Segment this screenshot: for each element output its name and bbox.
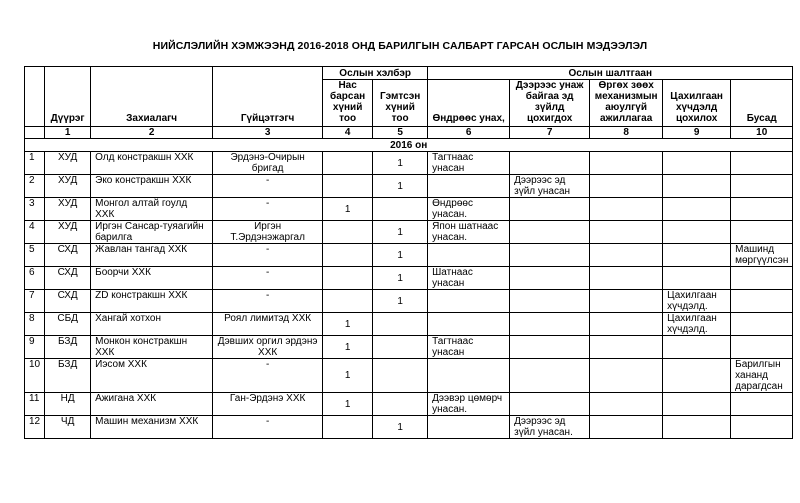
row-dead [323,267,373,290]
row-other [731,416,793,439]
row-number: 1 [25,152,45,175]
row-client: Эко констракшн ХХК [91,175,213,198]
row-number: 12 [25,416,45,439]
row-lifting [590,152,663,175]
row-lifting [590,336,663,359]
row-falling-objects [510,393,590,416]
row-dead: 1 [323,359,373,393]
row-lifting [590,198,663,221]
row-district: СБД [45,313,91,336]
row-dead: 1 [323,198,373,221]
row-falling-objects [510,359,590,393]
row-other [731,313,793,336]
column-numbers-row [25,127,793,139]
row-district: ХУД [45,221,91,244]
row-district: БЗД [45,359,91,393]
table-row [25,393,793,416]
column-number: 4 [323,127,373,139]
row-falling-objects [510,290,590,313]
row-client: Машин механизм ХХК [91,416,213,439]
header-fall: Өндрөөс унах, [428,80,510,127]
row-falling-objects [510,152,590,175]
row-other [731,175,793,198]
row-falling-objects [510,198,590,221]
row-number: 3 [25,198,45,221]
row-district: ХУД [45,152,91,175]
row-dead [323,416,373,439]
row-electric [663,336,731,359]
row-other: Барилгын хананд дарагдсан [731,359,793,393]
header-injured: Гэмтсэн хүний тоо [373,80,428,127]
row-contractor: Дэвших оргил эрдэнэ ХХК [213,336,323,359]
table-row [25,175,793,198]
row-contractor: Эрдэнэ-Очирын бригад [213,152,323,175]
row-lifting [590,267,663,290]
header-dead: Нас барсан хүний тоо [323,80,373,127]
column-number: 8 [590,127,663,139]
row-lifting [590,290,663,313]
column-number: 6 [428,127,510,139]
row-client: Боорчи ХХК [91,267,213,290]
row-contractor: - [213,198,323,221]
row-injured [373,336,428,359]
row-client: Иргэн Сансар-туяагийн барилга [91,221,213,244]
table-row [25,198,793,221]
table-row [25,416,793,439]
row-lifting [590,313,663,336]
row-number: 9 [25,336,45,359]
table-row [25,313,793,336]
row-injured: 1 [373,416,428,439]
row-number: 10 [25,359,45,393]
row-number: 5 [25,244,45,267]
row-lifting [590,416,663,439]
row-contractor: Ган-Эрдэнэ ХХК [213,393,323,416]
row-number: 2 [25,175,45,198]
table-row [25,359,793,393]
row-contractor: - [213,244,323,267]
row-falling-objects [510,313,590,336]
row-number: 4 [25,221,45,244]
row-contractor: Роял лимитэд ХХК [213,313,323,336]
row-electric [663,359,731,393]
row-dead [323,152,373,175]
row-client: Монгол алтай гоулд ХХК [91,198,213,221]
row-injured: 1 [373,175,428,198]
row-electric [663,267,731,290]
table-row [25,290,793,313]
row-district: СХД [45,267,91,290]
header-client: Захиалагч [91,67,213,127]
row-number: 6 [25,267,45,290]
row-lifting [590,244,663,267]
header-accident-cause: Ослын шалтгаан [428,67,793,80]
row-client: Жавлан тангад ХХК [91,244,213,267]
row-injured: 1 [373,290,428,313]
row-injured: 1 [373,152,428,175]
row-other [731,221,793,244]
row-injured [373,198,428,221]
row-lifting [590,359,663,393]
row-fall [428,359,510,393]
row-fall: Өндрөөс унасан. [428,198,510,221]
column-number: 2 [91,127,213,139]
row-electric [663,244,731,267]
row-fall [428,290,510,313]
row-contractor: - [213,290,323,313]
row-dead [323,290,373,313]
row-injured [373,313,428,336]
row-contractor: - [213,175,323,198]
row-other [731,336,793,359]
row-falling-objects [510,244,590,267]
row-fall [428,244,510,267]
column-number: 3 [213,127,323,139]
row-falling-objects [510,267,590,290]
row-other [731,393,793,416]
row-district: ЧД [45,416,91,439]
row-dead [323,221,373,244]
table-row [25,221,793,244]
row-falling-objects: Дээрээс эд зүйл унасан. [510,416,590,439]
header-blank [25,67,45,127]
row-electric [663,416,731,439]
row-dead: 1 [323,313,373,336]
table-row [25,336,793,359]
row-contractor: - [213,267,323,290]
row-electric [663,198,731,221]
header-lifting: Өргөх зөөх механизмын аюулгүй ажиллагаа [590,80,663,127]
row-electric [663,221,731,244]
header-other: Бусад [731,80,793,127]
row-other: Машинд мөргүүлсэн [731,244,793,267]
row-fall: Япон шатнаас унасан. [428,221,510,244]
row-injured [373,393,428,416]
row-dead [323,244,373,267]
row-fall: Дээвэр цөмөрч унасан. [428,393,510,416]
header-falling-objects: Дээрээс унаж байгаа эд зүйлд цохигдох [510,80,590,127]
row-district: СХД [45,244,91,267]
column-number: 7 [510,127,590,139]
row-fall [428,313,510,336]
row-contractor: - [213,359,323,393]
row-lifting [590,221,663,244]
row-injured: 1 [373,244,428,267]
row-contractor: Иргэн Т.Эрдэнэжаргал [213,221,323,244]
column-number: 5 [373,127,428,139]
row-fall [428,416,510,439]
row-client: Иэсом ХХК [91,359,213,393]
table-row [25,244,793,267]
row-dead [323,175,373,198]
column-number: 1 [45,127,91,139]
row-number: 11 [25,393,45,416]
table-row [25,267,793,290]
row-dead: 1 [323,393,373,416]
row-electric: Цахилгаан хүчдэлд. [663,313,731,336]
row-injured: 1 [373,267,428,290]
header-contractor: Гүйцэтгэгч [213,67,323,127]
row-fall: Шатнаас унасан [428,267,510,290]
row-lifting [590,175,663,198]
row-number: 8 [25,313,45,336]
row-district: ХУД [45,198,91,221]
row-client: ZD констракшн ХХК [91,290,213,313]
header-accident-type: Ослын хэлбэр [323,67,428,80]
row-fall: Тагтнаас унасан [428,152,510,175]
row-lifting [590,393,663,416]
row-client: Монкон констракшн ХХК [91,336,213,359]
header-district: Дүүрэг [45,67,91,127]
row-other [731,198,793,221]
row-injured [373,359,428,393]
row-other [731,152,793,175]
row-district: НД [45,393,91,416]
row-district: СХД [45,290,91,313]
row-electric [663,152,731,175]
row-falling-objects [510,221,590,244]
column-number: 10 [731,127,793,139]
page-title: НИЙСЛЭЛИЙН ХЭМЖЭЭНД 2016-2018 ОНД БАРИЛГЫН САЛБАРТ ГАРСАН ОСЛЫН МЭДЭЭЛЭЛ [152,40,648,52]
row-electric: Цахилгаан хүчдэлд. [663,290,731,313]
row-other [731,290,793,313]
accidents-table [24,66,793,439]
row-client: Ажигана ХХК [91,393,213,416]
row-other [731,267,793,290]
year-label: 2016 он [25,139,793,152]
row-district: ХУД [45,175,91,198]
row-contractor: - [213,416,323,439]
row-fall [428,175,510,198]
row-electric [663,393,731,416]
row-client: Олд констракшн ХХК [91,152,213,175]
row-district: БЗД [45,336,91,359]
row-injured: 1 [373,221,428,244]
row-number: 7 [25,290,45,313]
header-electric: Цахилгаан хүчдэлд цохилох [663,80,731,127]
row-falling-objects [510,336,590,359]
row-falling-objects: Дээрээс эд зүйл унасан [510,175,590,198]
row-electric [663,175,731,198]
row-dead: 1 [323,336,373,359]
table-row [25,152,793,175]
row-fall: Тагтнаас унасан [428,336,510,359]
row-client: Хангай хотхон [91,313,213,336]
column-number: 9 [663,127,731,139]
